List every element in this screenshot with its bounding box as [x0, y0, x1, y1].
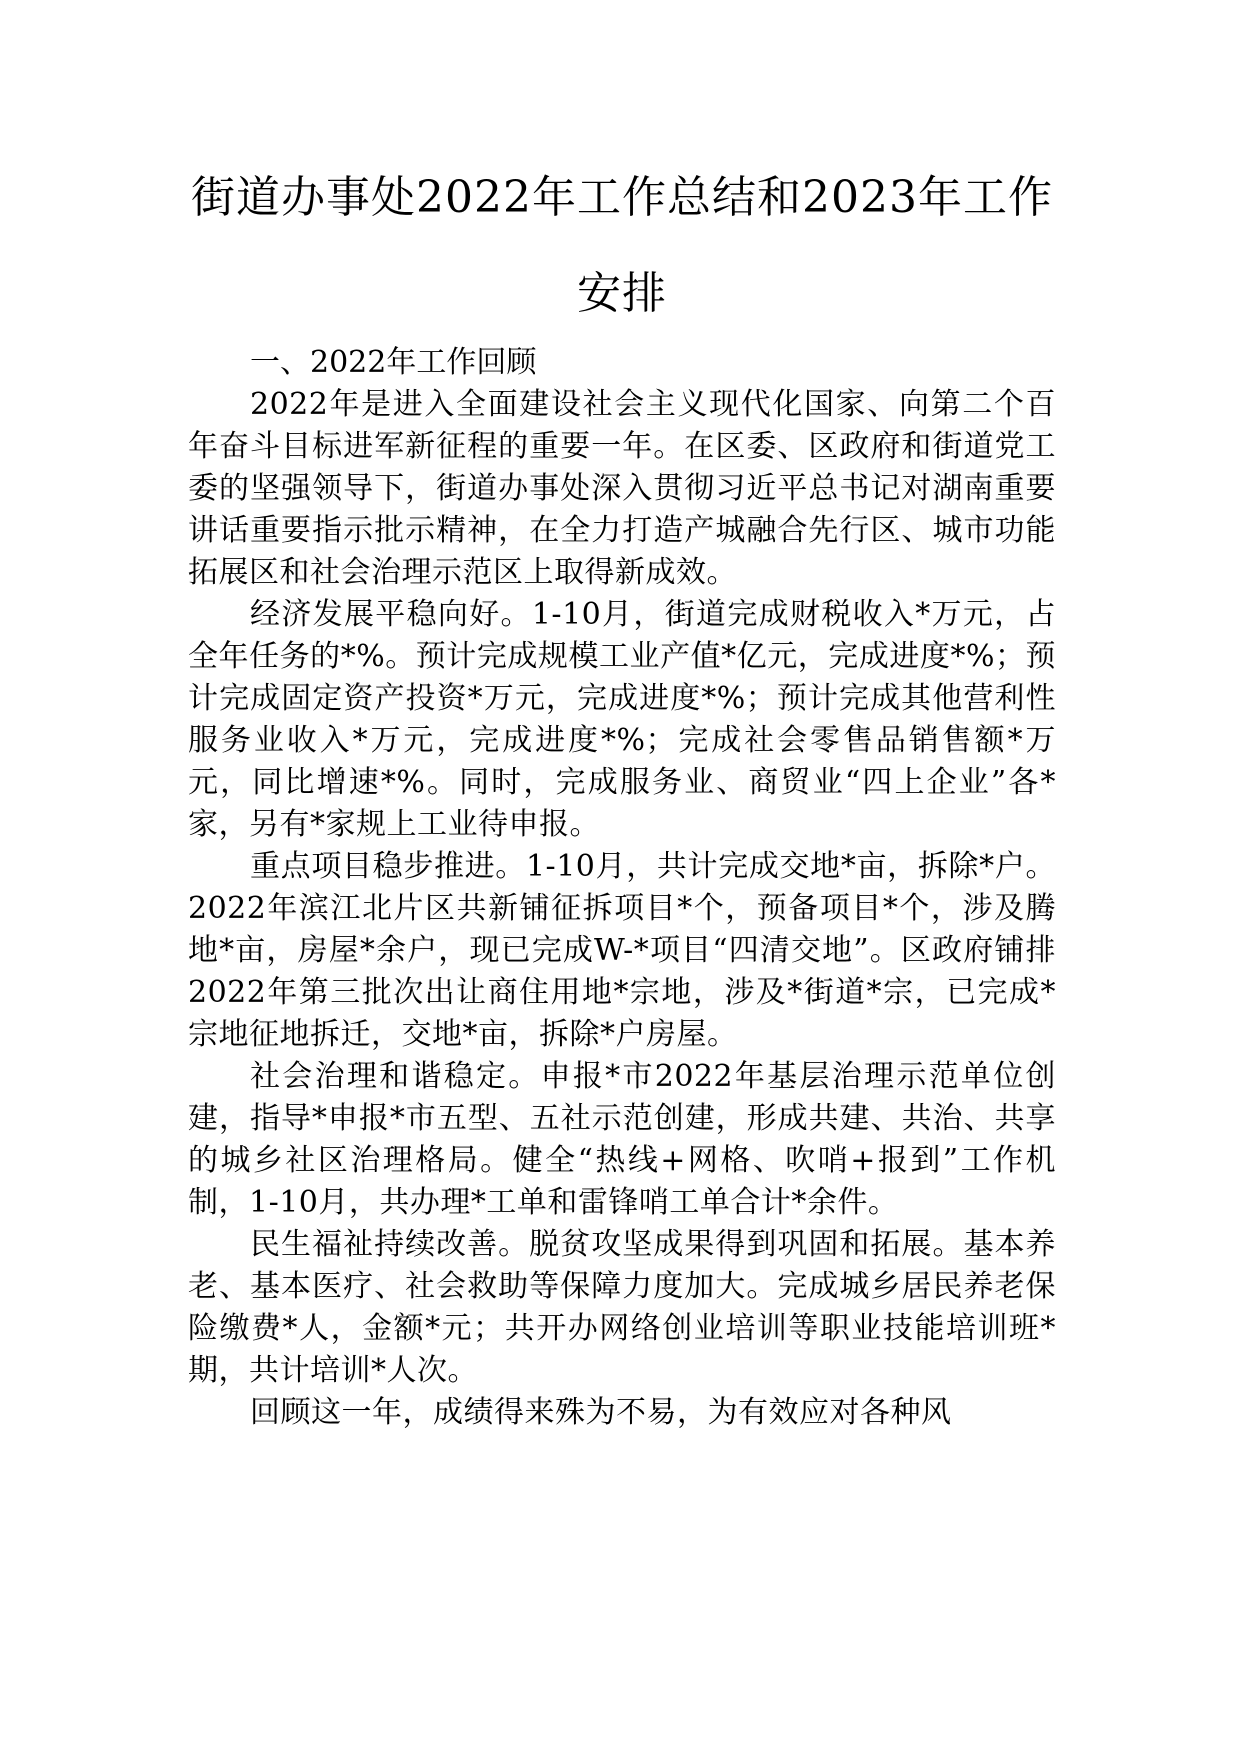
paragraph-projects: 重点项目稳步推进。1-10月，共计完成交地*亩，拆除*户。2022年滨江北片区共新铺征拆项目*个，预备项目*个，涉及腾地*亩，房屋*余户，现已完成W-*项目“四清交地”。区政府铺排2022年第三批次出让商住用地*宗地，涉及*街道*宗，已完成*宗地征地拆迁，交地*亩，拆除*户房屋。: [188, 849, 1056, 1052]
paragraph-governance: 社会治理和谐稳定。申报*市2022年基层治理示范单位创建，指导*申报*市五型、五社示范创建，形成共建、共治、共享的城乡社区治理格局。健全“热线+网格、吹哨+报到”工作机制，1-10月，共办理*工单和雷锋哨工单合计*余件。: [188, 1059, 1056, 1220]
document-body: [188, 150, 1056, 1434]
paragraph-livelihood: 民生福祉持续改善。脱贫攻坚成果得到巩固和拓展。基本养老、基本医疗、社会救助等保障力度加大。完成城乡居民养老保险缴费*人，金额*元；共开办网络创业培训等职业技能培训班*期，共计培训*人次。: [188, 1227, 1056, 1388]
paragraph-review: 回顾这一年，成绩得来殊为不易，为有效应对各种风: [250, 1395, 952, 1430]
paragraph-intro: 2022年是进入全面建设社会主义现代化国家、向第二个百年奋斗目标进军新征程的重要一年。在区委、区政府和街道党工委的坚强领导下，街道办事处深入贯彻习近平总书记对湖南重要讲话重要指示批示精神，在全力打造产城融合先行区、城市功能拓展区和社会治理示范区上取得新成效。: [188, 387, 1056, 590]
document-title: 街道办事处2022年工作总结和2023年工作 安排: [191, 172, 1053, 319]
section-heading: 一、2022年工作回顾: [250, 345, 537, 380]
paragraph-economy: 经济发展平稳向好。1-10月，街道完成财税收入*万元，占全年任务的*%。预计完成规模工业产值*亿元，完成进度*%；预计完成固定资产投资*万元，完成进度*%；预计完成其他营利性服务业收入*万元，完成进度*%；完成社会零售品销售额*万元，同比增速*%。同时，完成服务业、商贸业“四上企业”各*家，另有*家规上工业待申报。: [188, 597, 1056, 842]
